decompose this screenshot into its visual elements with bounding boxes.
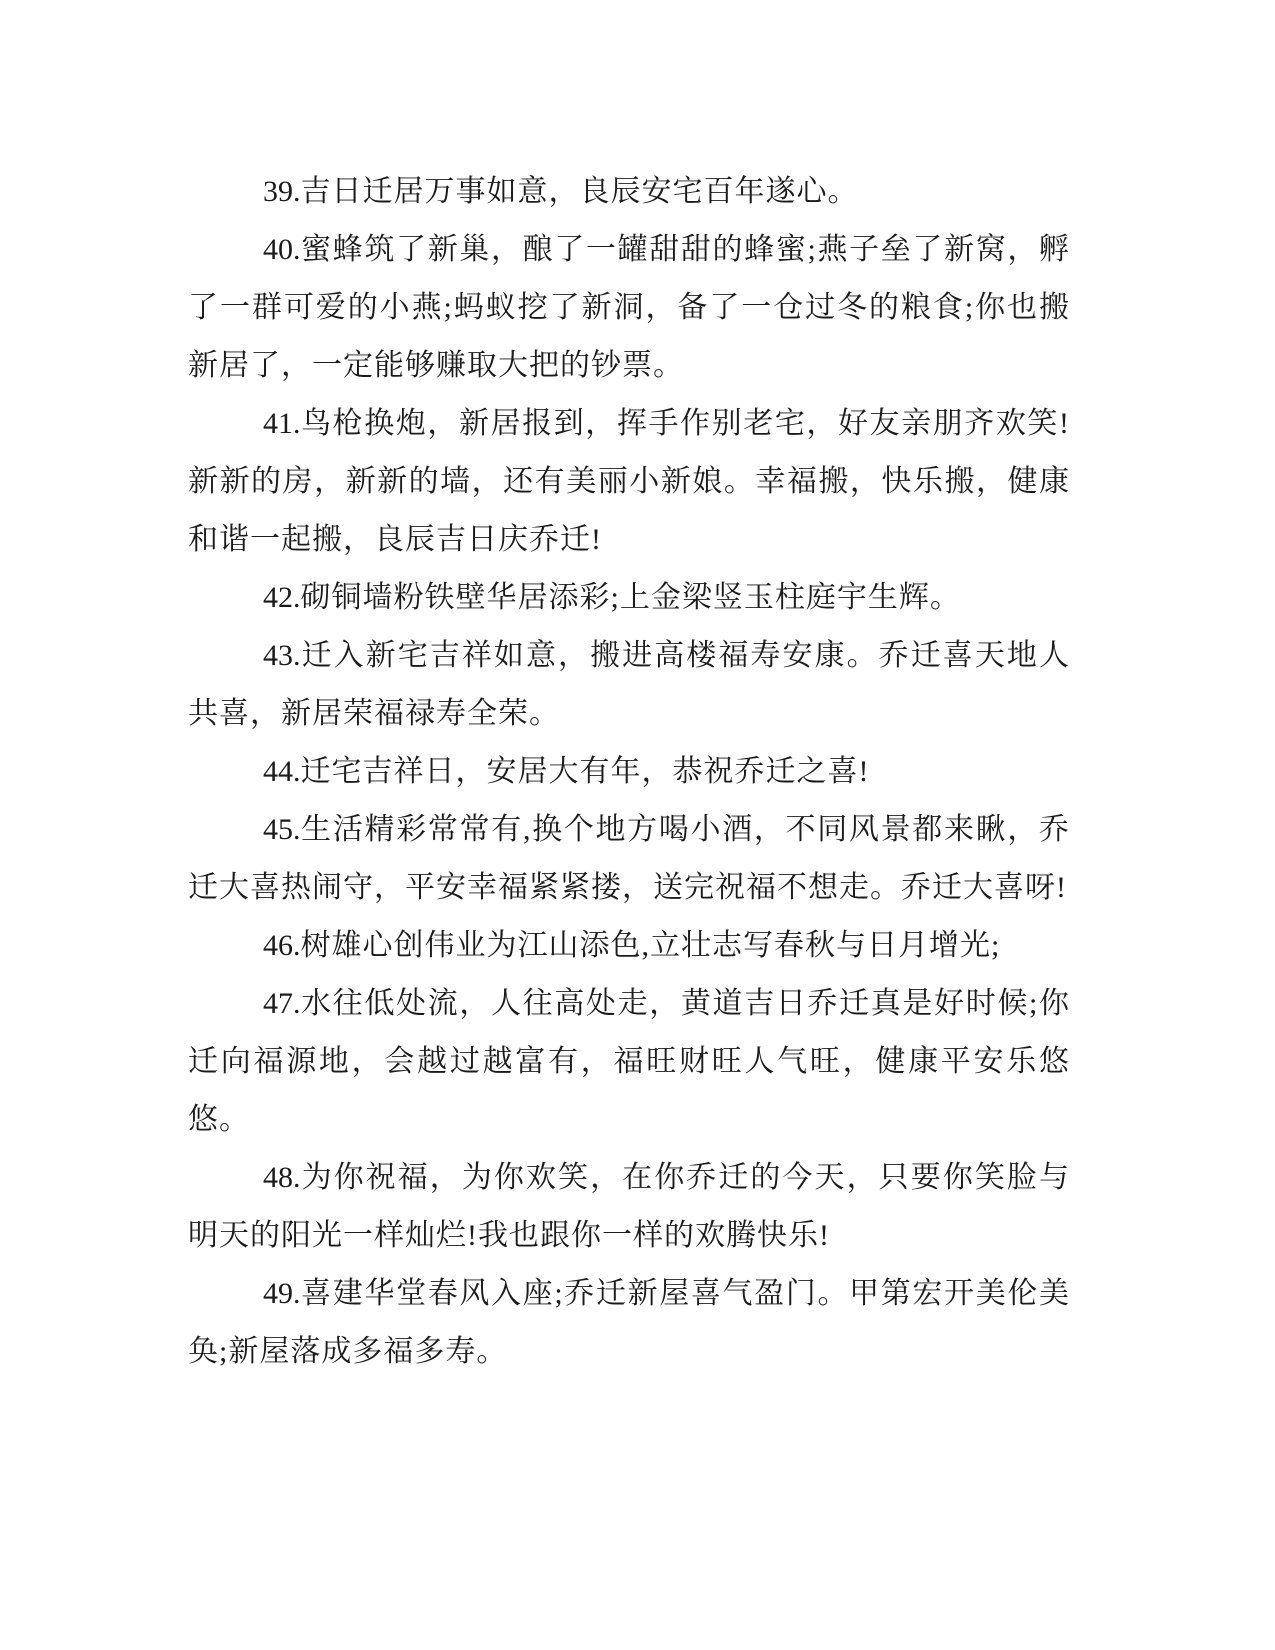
- item-text: 迁入新宅吉祥如意，搬进高楼福寿安康。乔迁喜天地人共喜，新居荣福禄寿全荣。: [188, 639, 1070, 730]
- item-number: 45.: [263, 813, 301, 846]
- item-text: 树雄心创伟业为江山添色,立壮志写春秋与日月增光;: [300, 929, 1001, 962]
- item-text: 喜建华堂春风入座;乔迁新屋喜气盈门。甲第宏开美伦美奂;新屋落成多福多寿。: [188, 1277, 1070, 1368]
- item-text: 生活精彩常常有,换个地方喝小酒，不同风景都来瞅，乔迁大喜热闹守，平安幸福紧紧搂，送完祝福不想走。乔迁大喜呀!: [188, 813, 1070, 904]
- list-item-46: [188, 917, 1070, 975]
- item-number: 43.: [263, 639, 301, 672]
- item-text: 迁宅吉祥日，安居大有年，恭祝乔迁之喜!: [300, 755, 870, 788]
- item-number: 42.: [263, 581, 301, 614]
- list-item-39: [188, 163, 1070, 221]
- list-item-40: [188, 221, 1070, 395]
- item-number: 47.: [263, 987, 301, 1020]
- list-item-44: [188, 743, 1070, 801]
- item-text: 吉日迁居万事如意，良辰安宅百年遂心。: [300, 175, 859, 208]
- item-number: 46.: [263, 929, 301, 962]
- list-item-45: [188, 801, 1070, 917]
- item-number: 49.: [263, 1277, 301, 1310]
- list-item-49: [188, 1265, 1070, 1381]
- item-number: 44.: [263, 755, 301, 788]
- item-text: 蜜蜂筑了新巢，酿了一罐甜甜的蜂蜜;燕子垒了新窝，孵了一群可爱的小燕;蚂蚁挖了新洞，备了一仓过冬的粮食;你也搬新居了，一定能够赚取大把的钞票。: [188, 233, 1070, 382]
- list-item-41: [188, 395, 1070, 569]
- item-number: 48.: [263, 1161, 301, 1194]
- item-number: 40.: [263, 233, 301, 266]
- item-number: 39.: [263, 175, 301, 208]
- list-item-43: [188, 627, 1070, 743]
- item-text: 水往低处流，人往高处走，黄道吉日乔迁真是好时候;你迁向福源地，会越过越富有，福旺财旺人气旺，健康平安乐悠悠。: [188, 987, 1070, 1136]
- item-text: 鸟枪换炮，新居报到，挥手作别老宅，好友亲朋齐欢笑!新新的房，新新的墙，还有美丽小新娘。幸福搬，快乐搬，健康和谐一起搬，良辰吉日庆乔迁!: [188, 407, 1070, 556]
- item-text: 为你祝福，为你欢笑，在你乔迁的今天，只要你笑脸与明天的阳光一样灿烂!我也跟你一样的欢腾快乐!: [188, 1161, 1070, 1252]
- document-body: [188, 163, 1070, 1381]
- list-item-48: [188, 1149, 1070, 1265]
- list-item-42: [188, 569, 1070, 627]
- item-text: 砌铜墙粉铁壁华居添彩;上金梁竖玉柱庭宇生辉。: [300, 581, 961, 614]
- list-item-47: [188, 975, 1070, 1149]
- item-number: 41.: [263, 407, 301, 440]
